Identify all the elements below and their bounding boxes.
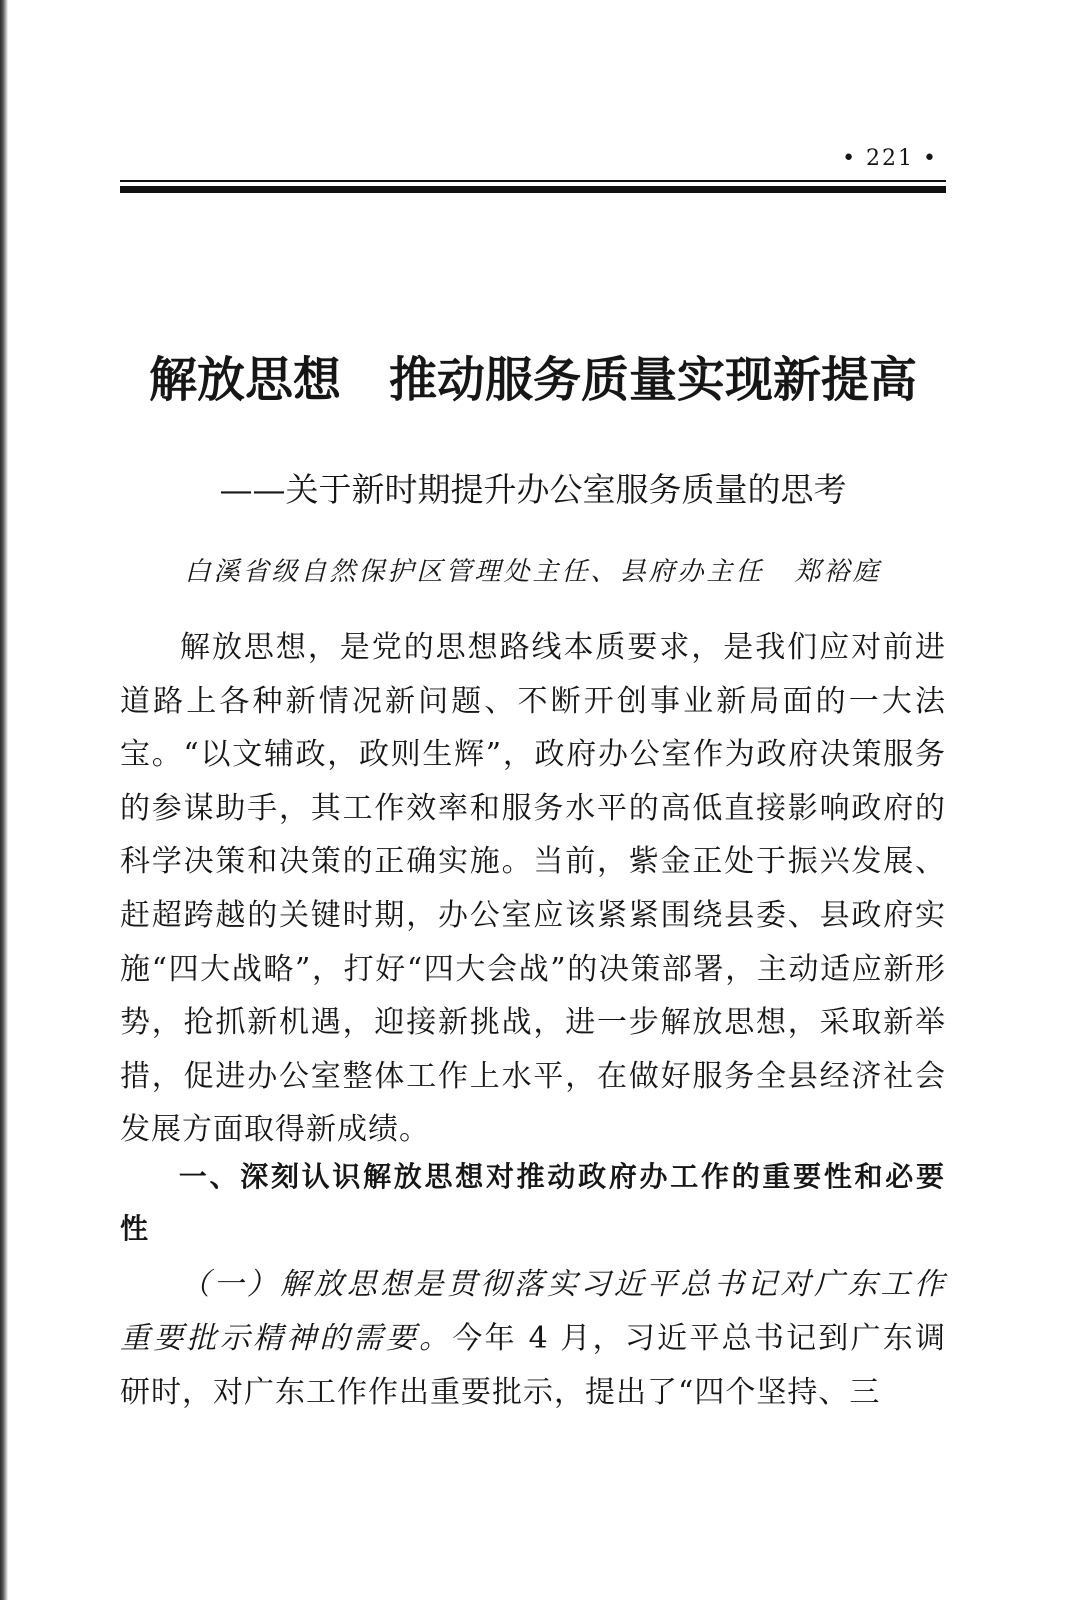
- article-title-part1: 解放思想: [148, 352, 341, 408]
- subsection-body: [120, 1258, 946, 1420]
- section-heading: 一、深刻认识解放思想对推动政府办工作的重要性和必要性: [120, 1160, 946, 1245]
- author-byline: [120, 552, 946, 592]
- article-body: [120, 621, 946, 1157]
- subsection-lead: （一）解放思想是贯彻落实习近平总书记对广东工作重要批示精神的需要。: [120, 1267, 946, 1356]
- page-number: • 221 •: [842, 146, 938, 171]
- intro-paragraph: 解放思想，是党的思想路线本质要求，是我们应对前进道路上各种新情况新问题、不断开创事业新局面的一大法宝。“以文辅政，政则生辉”，政府办公室作为政府决策服务的参谋助手，其工作效率和服务水平的高低直接影响政府的科学决策和决策的正确实施。当前，紫金正处于振兴发展、赶超跨越的关键时期，办公室应该紧紧围绕县委、县政府实施“四大战略”，打好“四大会战”的决策部署，主动适应新形势，抢抓新机遇，迎接新挑战，进一步解放思想，采取新举措，促进办公室整体工作上水平，在做好服务全县经济社会发展方面取得新成绩。: [120, 630, 946, 1148]
- header-rule: [120, 180, 946, 195]
- article-title: [120, 345, 946, 415]
- header-rule-thin: [120, 180, 946, 182]
- article-subtitle: ——关于新时期提升办公室服务质量的思考: [219, 470, 847, 509]
- header-rule-thick: [120, 186, 946, 193]
- subsection-text: 今年 4 月，习近平总书记到广东调研时，对广东工作作出重要批示，提出了“四个坚持、三: [120, 1321, 946, 1410]
- article-title-part2: 推动服务质量实现新提高: [389, 352, 918, 408]
- author-name: 郑裕庭: [794, 557, 882, 587]
- page-edge: [0, 0, 8, 1600]
- subsection-paragraph: [120, 1258, 946, 1420]
- author-affiliation: 白溪省级自然保护区管理处主任、县府办主任: [184, 557, 765, 587]
